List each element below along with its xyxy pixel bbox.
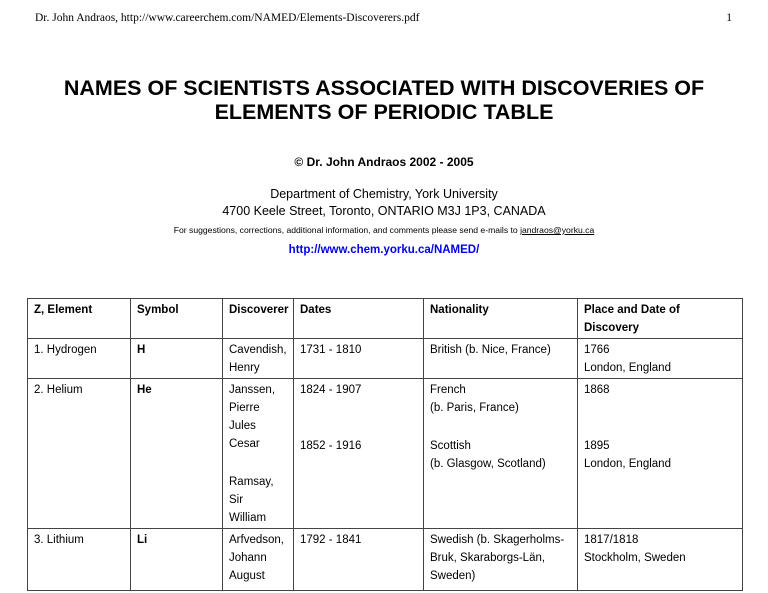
header-cell: Z, Element <box>28 299 131 339</box>
entry <box>229 381 287 453</box>
entry <box>430 341 571 377</box>
place-line: 1895 <box>584 440 610 452</box>
page-header-source: Dr. John Andraos, http://www.careerchem.com/NAMED/Elements-Discoverers.pdf <box>35 12 420 24</box>
element-cell <box>28 529 131 591</box>
document-title <box>0 76 768 124</box>
place-line: London, England <box>584 362 671 374</box>
entry <box>584 381 736 417</box>
header-cell: Symbol <box>131 299 223 339</box>
nationality-line: Swedish (b. Skagerholms- <box>430 534 565 546</box>
entry <box>584 531 736 567</box>
nationality-cell <box>424 529 578 591</box>
discoverer-line: Ramsay, Sir <box>229 476 274 506</box>
place-line: 1766 <box>584 344 610 356</box>
nationality-line: British (b. Nice, France) <box>430 344 551 356</box>
table-row <box>28 529 743 591</box>
dates-cell <box>294 339 424 379</box>
suggestion-note <box>0 225 768 235</box>
entry-spacer <box>300 417 417 437</box>
element-name: 1. Hydrogen <box>34 344 97 356</box>
place-line: London, England <box>584 458 671 470</box>
nationality-cell <box>424 379 578 529</box>
symbol-cell <box>131 379 223 529</box>
copyright: © Dr. John Andraos 2002 - 2005 <box>294 155 474 169</box>
discoverer-cell <box>223 379 294 529</box>
element-name: 3. Lithium <box>34 534 84 546</box>
discoverer-line: Johann August <box>229 552 267 582</box>
entry <box>229 341 287 377</box>
entry <box>300 341 417 377</box>
discoverer-line: William <box>229 512 267 524</box>
table-row <box>28 339 743 379</box>
dates-line: 1731 - 1810 <box>300 344 362 356</box>
dates-line: 1792 - 1841 <box>300 534 362 546</box>
nationality-line: Sweden) <box>430 570 476 582</box>
title-line: NAMES OF SCIENTISTS ASSOCIATED WITH DISCOVERIES OF <box>63 76 705 100</box>
entry <box>430 381 571 417</box>
entry <box>300 531 417 567</box>
named-url-link[interactable]: http://www.chem.yorku.ca/NAMED/ <box>288 244 480 256</box>
nationality-line: French <box>430 384 466 396</box>
address-line: Department of Chemistry, York University <box>270 187 498 201</box>
discoverer-cell <box>223 529 294 591</box>
nationality-line: Scottish <box>430 440 471 452</box>
element-name: 2. Helium <box>34 384 83 396</box>
entry <box>300 381 417 417</box>
entry-spacer <box>430 417 571 437</box>
nationality-line: (b. Paris, France) <box>430 402 519 414</box>
symbol-cell <box>131 339 223 379</box>
entry <box>430 437 571 473</box>
page-number: 1 <box>726 12 732 24</box>
place-cell <box>578 529 743 591</box>
element-symbol: He <box>137 384 152 396</box>
dates-cell <box>294 379 424 529</box>
discoverer-line: Jules Cesar <box>229 420 260 450</box>
element-symbol: Li <box>137 534 148 546</box>
entry <box>229 473 287 527</box>
header-cell: Discoverer <box>223 299 294 339</box>
element-cell <box>28 379 131 529</box>
title-line: ELEMENTS OF PERIODIC TABLE <box>214 100 554 124</box>
place-cell <box>578 379 743 529</box>
element-cell <box>28 339 131 379</box>
discoverers-table <box>27 298 743 591</box>
symbol-cell <box>131 529 223 591</box>
table-header-row <box>28 299 743 339</box>
entry <box>430 531 571 585</box>
discoverer-cell <box>223 339 294 379</box>
entry-spacer <box>229 453 287 473</box>
discoverer-line: Arfvedson, <box>229 534 284 546</box>
suggestion-text: For suggestions, corrections, additional information, and comments please send e-mails to <box>173 225 521 235</box>
discoverer-line: Janssen, Pierre <box>229 384 276 414</box>
dates-line: 1824 - 1907 <box>300 384 362 396</box>
entry-spacer <box>584 417 736 437</box>
nationality-line: Bruk, Skaraborgs-Län, <box>430 552 546 564</box>
element-symbol: H <box>137 344 146 356</box>
entry <box>300 437 417 473</box>
dates-cell <box>294 529 424 591</box>
place-line: Stockholm, Sweden <box>584 552 686 564</box>
address-line: 4700 Keele Street, Toronto, ONTARIO M3J 1P3, CANADA <box>222 204 546 218</box>
nationality-line: (b. Glasgow, Scotland) <box>430 458 546 470</box>
place-line: 1817/1818 <box>584 534 639 546</box>
discoverer-line: Henry <box>229 362 260 374</box>
nationality-cell <box>424 339 578 379</box>
entry <box>584 437 736 473</box>
table-row <box>28 379 743 529</box>
address <box>0 186 768 220</box>
entry <box>584 341 736 377</box>
header-cell: Nationality <box>424 299 578 339</box>
entry <box>229 531 287 585</box>
header-cell: Place and Date of Discovery <box>578 299 743 339</box>
header-cell: Dates <box>294 299 424 339</box>
place-cell <box>578 339 743 379</box>
discoverer-line: Cavendish, <box>229 344 287 356</box>
dates-line: 1852 - 1916 <box>300 440 362 452</box>
place-line: 1868 <box>584 384 610 396</box>
email-link[interactable]: jandraos@yorku.ca <box>520 225 595 235</box>
